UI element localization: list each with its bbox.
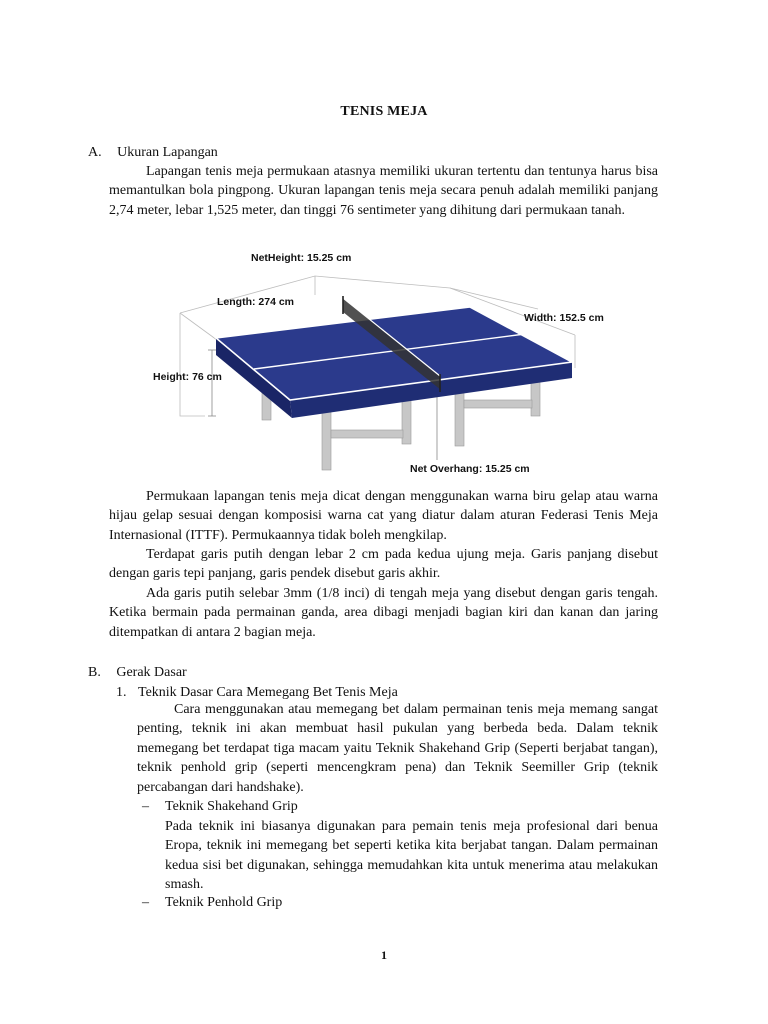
table-tennis-diagram [150,250,620,478]
label-height: Height: 76 cm [153,371,222,383]
section-b-heading [88,663,187,682]
crossbar-left [331,430,403,438]
label-width: Width: 152.5 cm [524,312,604,324]
label-length: Length: 274 cm [217,296,295,308]
item-1-paragraph: Cara menggunakan atau memegang bet dalam permainan tenis meja memang sangat penting, teknik ini akan membuat hasil pukulan yang berbeda beda. Dalam teknik memegang bet terdapat tiga macam yaitu Teknik Shakehand Grip (Seperti berjabat tangan), teknik penhold grip (seperti mencengkram pena) dan Teknik Seemiller Grip (teknik percabangan dari handshake). [137,702,658,795]
section-a-paragraph-4: Ada garis putih selebar 3mm (1/8 inci) di tengah meja yang disebut dengan garis tengah. Ketika bermain pada permainan ganda, area dibagi menjadi bagian kiri dan kanan dan jaring ditempatkan di antara 2 bagian meja. [109,586,658,640]
crossbar-right [464,400,532,408]
page-title: TENIS MEJA [340,104,428,119]
label-net-overhang: Net Overhang: 15.25 cm [410,463,530,475]
dash-bullet-2: – [142,895,149,910]
item-1-title: Teknik Dasar Cara Memegang Bet Tenis Meja [138,685,398,700]
section-b-title: Gerak Dasar [116,665,187,680]
section-b-label: B. [88,665,101,680]
section-a-label: A. [88,145,102,160]
section-a-heading [88,143,218,162]
item-1-number: 1. [116,685,127,700]
section-a-paragraph-3: Terdapat garis putih dengan lebar 2 cm pada kedua ujung meja. Garis panjang disebut dengan garis tepi panjang, garis pendek disebut garis akhir. [109,547,658,582]
penhold-heading: Teknik Penhold Grip [165,895,283,910]
section-a-paragraph-2: Permukaan lapangan tenis meja dicat dengan menggunakan warna biru gelap atau warna hijau gelap sesuai dengan komposisi warna cat yang diatur dalam aturan Federasi Tenis Meja Internasional (ITTF). Permukaannya tidak boleh mengkilap. [109,489,658,543]
page-number: 1 [381,948,387,962]
shakehand-paragraph: Pada teknik ini biasanya digunakan para pemain tenis meja profesional dari benua Eropa, teknik ini memegang bet seperti ketika kita berjabat tangan. Dalam permainan kedua sisi bet digunakan, sehingga memudahkan kita untuk menerima atau melakukan smash. [165,819,658,893]
dash-bullet-1: – [142,799,149,814]
section-a-paragraph-1: Lapangan tenis meja permukaan atasnya memiliki ukuran tertentu dan tentunya harus bisa memantulkan bola pingpong. Ukuran lapangan tenis meja secara penuh adalah memiliki panjang 2,74 meter, lebar 1,525 meter, dan tinggi 76 sentimeter yang dihitung dari permukaan tanah. [109,164,658,218]
section-a-title: Ukuran Lapangan [117,145,218,160]
label-net-height: NetHeight: 15.25 cm [251,252,352,264]
shakehand-heading: Teknik Shakehand Grip [165,799,298,814]
